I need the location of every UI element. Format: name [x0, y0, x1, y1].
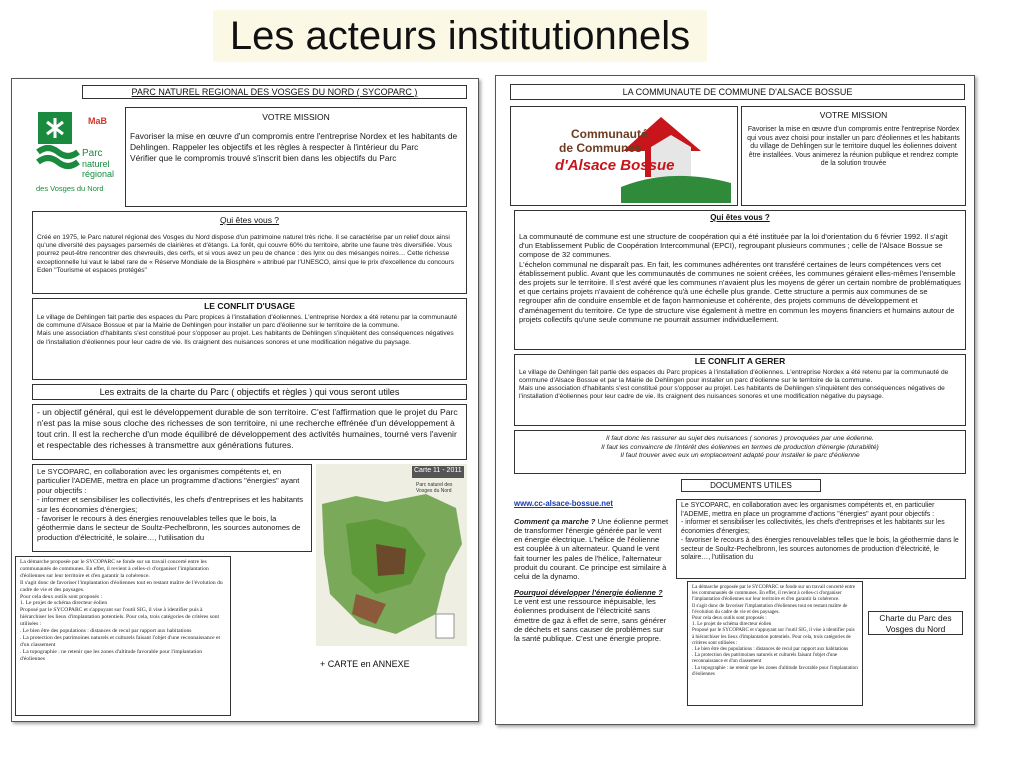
slide-title: Les acteurs institutionnels	[213, 10, 707, 62]
cc-who-text: La communauté de commune est une structure de coopération qui a été instituée par la loi d'orientation du 6 février 1992. Il s'agit d'un Etablissement Public de Coopération Intercommunal (EPCI), regroupant plusieurs communes ; celle de l'Alsace Bossue se compose de 32 communes. L'échelon communal ne disparaît pas. En fait, les communes adhérentes ont transféré certaines de leurs compétences vers cet établissement public. Avant que les communautés de communes ne soient créées, les communes géraient elles-mêmes l'ensemble des projets sur le territoire. Il s'est avéré que les communes n'avaient plus les moyens de gérer un certain nombre de problématiques et que certains projets n'avaient de cohérence qu'à une échelle plus grande. Cette structure a permis aux communes de se regrouper afin de conduire ensemble et de façon harmonieuse et cohérente, des projets communs de développement et d'aménagement du territoire. Ce type de structure vise également à mettre en commun les moyens financiers et humains autour de projets collectifs qu'une seule commune ne pourrait assumer individuellement.	[519, 232, 961, 324]
cc-sycoparc-box	[676, 499, 966, 579]
park-map	[316, 464, 467, 646]
cc-approach-text: La démarche proposée par le SYCOPARC se fonde sur un travail concerté entre les communautés de communes. En effet, il revient à celles-ci d'organiser l'implantation d'éoliennes sur leur territoire et d'en garantir la cohérence. Il s'agit donc de favoriser l'implantation d'éoliennes tout en restant maître de l'évolution du cadre de vie et des paysages. Pour cela deux outils sont proposés : 1. Le projet de schéma directeur éolien Proposé par le SYCOPARC et s'appuyant sur l'outil SIG, il vise à identifier puis à hiérarchiser les lieux d'implantation potentiels. Pour cela, trois catégories de critères sont utilisées : . Le bien être des populations : distances de recul par rapport aux habitations . La protection des patrimoines naturels et culturels faisant l'objet d'une reconnaissance et d'un classement . La topographie : ne retenir que les zones d'altitude favorable pour l'implantation d'éoliennes	[692, 584, 858, 677]
cc-website-q1-block	[514, 517, 671, 582]
cc-charter-link[interactable]: Charte du Parc des Vosges du Nord	[879, 613, 952, 634]
logo-regional: régional	[82, 169, 115, 179]
cc-website-q1: Comment ça marche ?	[514, 516, 596, 526]
cc-website-a2: Le vent est une ressource inépuisable, les éoliennes produisent de l'électricité sans émettre de gaz à effet de serre, sans générer de déchets et sans causer de problèmes sur la santé publique. C'est une énergie propre.	[514, 596, 667, 644]
park-approach-box	[15, 556, 231, 716]
cc-approach-box	[687, 581, 863, 706]
cc-conflict-box	[514, 354, 966, 426]
park-who-box	[32, 211, 467, 294]
logo-mab: MaB	[88, 116, 108, 126]
cc-docs-title: DOCUMENTS UTILES	[710, 481, 792, 490]
logo-wave-icon	[38, 148, 78, 156]
park-map-label: Carte 11 - 2011	[414, 467, 462, 474]
cc-header	[510, 84, 965, 100]
logo-naturel: naturel	[82, 159, 110, 169]
cc-header-text: LA COMMUNAUTE DE COMMUNE D'ALSACE BOSSUE	[622, 87, 853, 97]
cc-logo	[510, 106, 738, 206]
cc-reassure-text: Il faut donc les rassurer au sujet des nuisances ( sonores ) provoquées par une éolienne. Il faut les convaincre de l'intérêt des éoliennes en termes de production d'énergie (durabilité) Il faut trouver avec eux un emplacement adapté pour installer le parc d'éolienne	[601, 435, 879, 460]
cc-mission-text: Favoriser la mise en œuvre d'un compromis entre l'entreprise Nordex qui vous avez choisi pour installer un parc d'éoliennes et les habitants du village de Dehlingen sur le territoire duquel les éoliennes doivent être installées. Vous animerez la réunion publique et rendrez compte de la solution trouvée	[747, 126, 960, 168]
park-sycoparc-box	[32, 464, 312, 552]
cc-conflict-title: LE CONFLIT A GERER	[694, 356, 786, 366]
park-header-text: PARC NATUREL REGIONAL DES VOSGES DU NORD ( SYCOPARC )	[131, 87, 418, 97]
cc-conflict-text: Le village de Dehlingen fait partie des espaces du Parc propices à l'installation d'éoliennes. L'entreprise Nordex a été retenu par la communauté de commune d'Alsace Bossue et par la Mairie de Dehlingen pour installer un parc d'éolienne sur le territoire de la commune. Mais une association d'habitants s'est constitué pour s'opposer au projet. Les habitants de Dehlingen s'inquiètent des conséquences négatives de l'installation d'éoliennes pour leur cadre de vie. Ils craignent des nuisances sonores et une modification négative du paysage.	[519, 369, 949, 401]
park-map-caption: Parc naturel des Vosges du Nord	[416, 482, 453, 494]
cc-mission-title: VOTRE MISSION	[819, 110, 888, 120]
cc-who-title: Qui êtes vous ?	[710, 213, 770, 222]
logo-vosges: des Vosges du Nord	[36, 184, 104, 193]
cc-logo-line1: Communauté	[571, 127, 648, 141]
cc-sycoparc-text: Le SYCOPARC, en collaboration avec les organismes compétents et, en particulier l'ADEME, mettra en place un programme d'actions "énergies" ayant pour objectifs : - informer et sensibiliser les collectivités, les chefs d'entreprises et les habitants sur les économies d'énergies; - favoriser le recours à des énergies renouvelables telles que le bois, la géothermie dans le secteur de Soultz-Pechelbronn, les sources autonomes de production d'électricité, le solaire…, l'utilisation du	[681, 502, 959, 562]
logo-wave2-icon	[38, 158, 78, 166]
park-mission-text: Favoriser la mise en œuvre d'un compromis entre l'entreprise Nordex et les habitants de Dehlingen. Rappeler les objectifs et les règles à respecter à l'intérieur du Parc Vérifier que le compromis trouvé s'inscrit bien dans les objectifs du Parc	[130, 131, 458, 163]
cc-who-box	[514, 210, 966, 350]
cc-reassure-box	[514, 430, 966, 474]
park-conflict-text: Le village de Dehlingen fait partie des espaces du Parc propices à l'installation d'éoliennes. L'entreprise Nordex a été retenu par la communauté de commune d'Alsace Bossue et par la Mairie de Dehlingen pour installer un parc d'éolienne sur le territoire de la commune. Mais une association d'habitants s'est constitué pour s'opposer au projet. Les habitants de Dehlingen s'inquiètent des conséquences négatives de l'installation d'éoliennes pour leur cadre de vie. Ils craignent des nuisances sonores et une modification négative du paysage.	[37, 314, 458, 346]
park-annex-label: + CARTE en ANNEXE	[320, 659, 410, 669]
park-conflict-box	[32, 298, 467, 380]
park-conflict-title: LE CONFLIT D'USAGE	[204, 301, 295, 311]
park-extracts-title: Les extraits de la charte du Parc ( objectifs et règles ) qui vous seront utiles	[99, 387, 400, 397]
park-who-title: Qui êtes vous ?	[219, 215, 280, 225]
park-who-text: Créé en 1975, le Parc naturel régional des Vosges du Nord dispose d'un patrimoine naturel très riche. Il se caractérise par un relief doux ainsi qu'une diversité des paysages parsemés de clairières et d'étangs. La forêt, qui couvre 60% du territoire, abrite une faune très diversifiée. Vous pourrez peut-être rencontrer des chevreuils, des cerfs, et si vous avez un peu de chance : des lynx ou des mésanges noires… Cette richesse exceptionnelle lui vaut le label rare de « Réserve Mondiale de la Biosphère » attribué par l'UNESCO, ainsi que le prix d'excellence du concours Eden "Tourisme et espaces protégés"	[37, 234, 455, 274]
park-sheet	[11, 78, 479, 722]
cc-website-q2: Pourquoi développer l'énergie éolienne ?	[514, 587, 663, 597]
cc-website-link[interactable]: www.cc-alsace-bossue.net	[514, 499, 613, 508]
park-approach-text: La démarche proposée par le SYCOPARC se fonde sur un travail concerté entre les communautés de communes. En effet, il revient à celles-ci d'organiser l'implantation d'éoliennes sur leur territoire et d'en garantir la cohérence. Il s'agit donc de favoriser l'implantation d'éoliennes tout en restant maître de l'évolution du cadre de vie et des paysages. Pour cela deux outils sont proposés : 1. Le projet de schéma directeur éolien Proposé par le SYCOPARC et s'appuyant sur l'outil SIG, il vise à identifier puis à hiérarchiser les lieux d'implantation potentiels. Pour cela, trois catégories de critères sont utilisées : . Le bien être des populations : distances de recul par rapport aux habitations . La protection des patrimoines naturels et culturels faisant l'objet d'une reconnaissance et d'un classement . La topographie : ne retenir que les zones d'altitude favorable pour l'implantation d'éoliennes	[20, 559, 223, 662]
cc-website-a1: Une éolienne permet de transformer l'énergie générée par le vent en énergie électrique. L'hélice de l'éolienne est couplée à un alternateur. Quand le vent fait tourner les pales de l'hélice, l'alternateur produit du courant. Ce principe est similaire à celui de la dynamo.	[514, 516, 669, 582]
cc-charter-link-box[interactable]	[868, 611, 963, 635]
park-extracts-box	[32, 404, 467, 460]
park-mission-box	[125, 107, 467, 207]
cc-website-col	[514, 499, 671, 717]
logo-parc: Parc	[82, 148, 103, 159]
cc-sheet	[495, 75, 975, 725]
cc-mission-box	[741, 106, 966, 206]
park-header	[82, 85, 467, 99]
cc-docs-header	[681, 479, 821, 492]
park-extracts-text: - un objectif général, qui est le développement durable de son territoire. C'est l'affirmation que le projet du Parc n'est pas la mise sous cloche des richesses de son territoire, ni une recherche effrénée d'un développement à tout crin. Il est la recherche d'un mode équilibré de développement des activités humaines, tourné vers l'avenir et respectable des richesses à transmettre aux générations futures.	[37, 407, 458, 450]
park-logo	[34, 108, 121, 205]
park-mission-title: VOTRE MISSION	[262, 112, 330, 122]
cc-logo-line3: d'Alsace Bossue	[555, 157, 675, 174]
park-sycoparc-text: Le SYCOPARC, en collaboration avec les organismes compétents et, en particulier l'ADEME, mettra en place un programme d'actions "énergies" ayant pour objectifs : - informer et sensibiliser les collectivités, les chefs d'entreprises et les habitants sur les économies d'énergies; - favoriser le recours à des énergies renouvelables telles que le bois, la géothermie dans le secteur de Soultz-Pechelbronn, les sources autonomes de production d'électricité, le solaire…, l'utilisation du	[37, 467, 304, 542]
park-extracts-header	[32, 384, 467, 400]
cc-logo-line2: de Communes	[559, 141, 642, 155]
cc-website-q2-block	[514, 588, 671, 644]
